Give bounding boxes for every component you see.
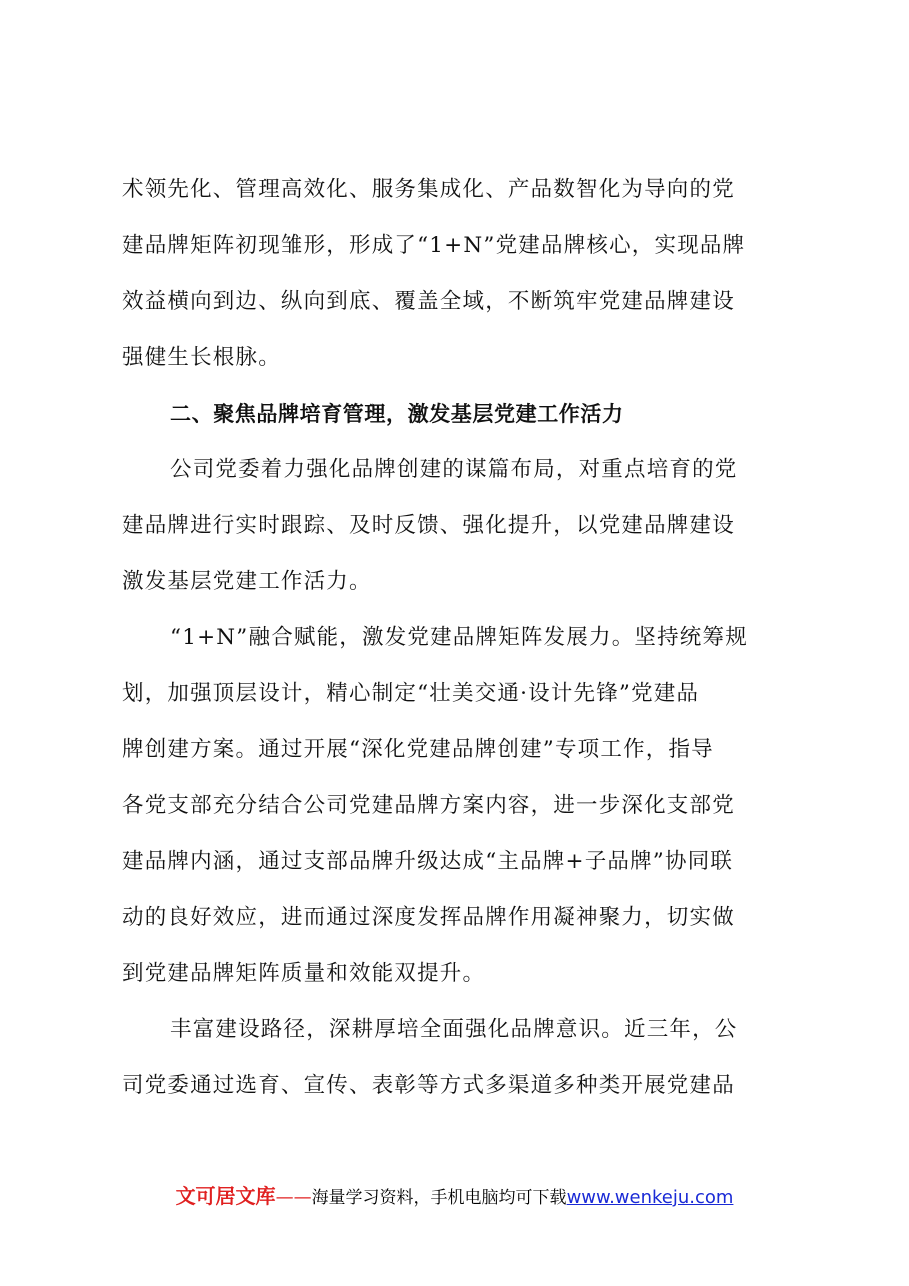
text-line: 各党支部充分结合公司党建品牌方案内容，进一步深化支部党 xyxy=(122,793,735,818)
text-line: 术领先化、管理高效化、服务集成化、产品数智化为导向的党 xyxy=(122,177,735,202)
text-line: 建品牌矩阵初现雏形，形成了“1+N”党建品牌核心，实现品牌 xyxy=(122,233,746,258)
section-heading: 二、聚焦品牌培育管理，激发基层党建工作活力 xyxy=(170,402,624,426)
text-line: 建品牌内涵，通过支部品牌升级达成“主品牌+子品牌”协同联 xyxy=(122,849,734,874)
footer-banner xyxy=(0,1180,909,1209)
text-line: 效益横向到边、纵向到底、覆盖全域，不断筑牢党建品牌建设 xyxy=(122,289,735,314)
footer-link[interactable]: www.wenkeju.com xyxy=(566,1187,734,1208)
text-line: 牌创建方案。通过开展“深化党建品牌创建”专项工作，指导 xyxy=(122,737,714,762)
paragraph-4 xyxy=(122,1002,797,1114)
text-line: 丰富建设路径，深耕厚培全面强化品牌意识。近三年，公 xyxy=(170,1017,738,1042)
text-line: 动的良好效应，进而通过深度发挥品牌作用凝神聚力，切实做 xyxy=(122,905,735,930)
paragraph-1 xyxy=(122,162,797,386)
document-body xyxy=(122,162,797,1114)
text-line: 强健生长根脉。 xyxy=(122,345,281,370)
footer-dash: —— xyxy=(275,1187,312,1208)
footer-brand: 文可居文库 xyxy=(175,1184,276,1208)
text-line: 司党委通过选育、宣传、表彰等方式多渠道多种类开展党建品 xyxy=(122,1073,735,1098)
text-line: “1+N”融合赋能，激发党建品牌矩阵发展力。坚持统筹规 xyxy=(170,625,748,650)
text-line: 到党建品牌矩阵质量和效能双提升。 xyxy=(122,961,486,986)
text-line: 激发基层党建工作活力。 xyxy=(122,569,372,594)
text-line: 划，加强顶层设计，精心制定“壮美交通·设计先锋”党建品 xyxy=(122,681,700,706)
text-line: 建品牌进行实时跟踪、及时反馈、强化提升，以党建品牌建设 xyxy=(122,513,735,538)
paragraph-2 xyxy=(122,442,797,610)
text-line: 公司党委着力强化品牌创建的谋篇布局，对重点培育的党 xyxy=(170,457,738,482)
footer-slogan: 海量学习资料，手机电脑均可下载 xyxy=(311,1188,567,1208)
paragraph-3 xyxy=(122,610,797,1002)
